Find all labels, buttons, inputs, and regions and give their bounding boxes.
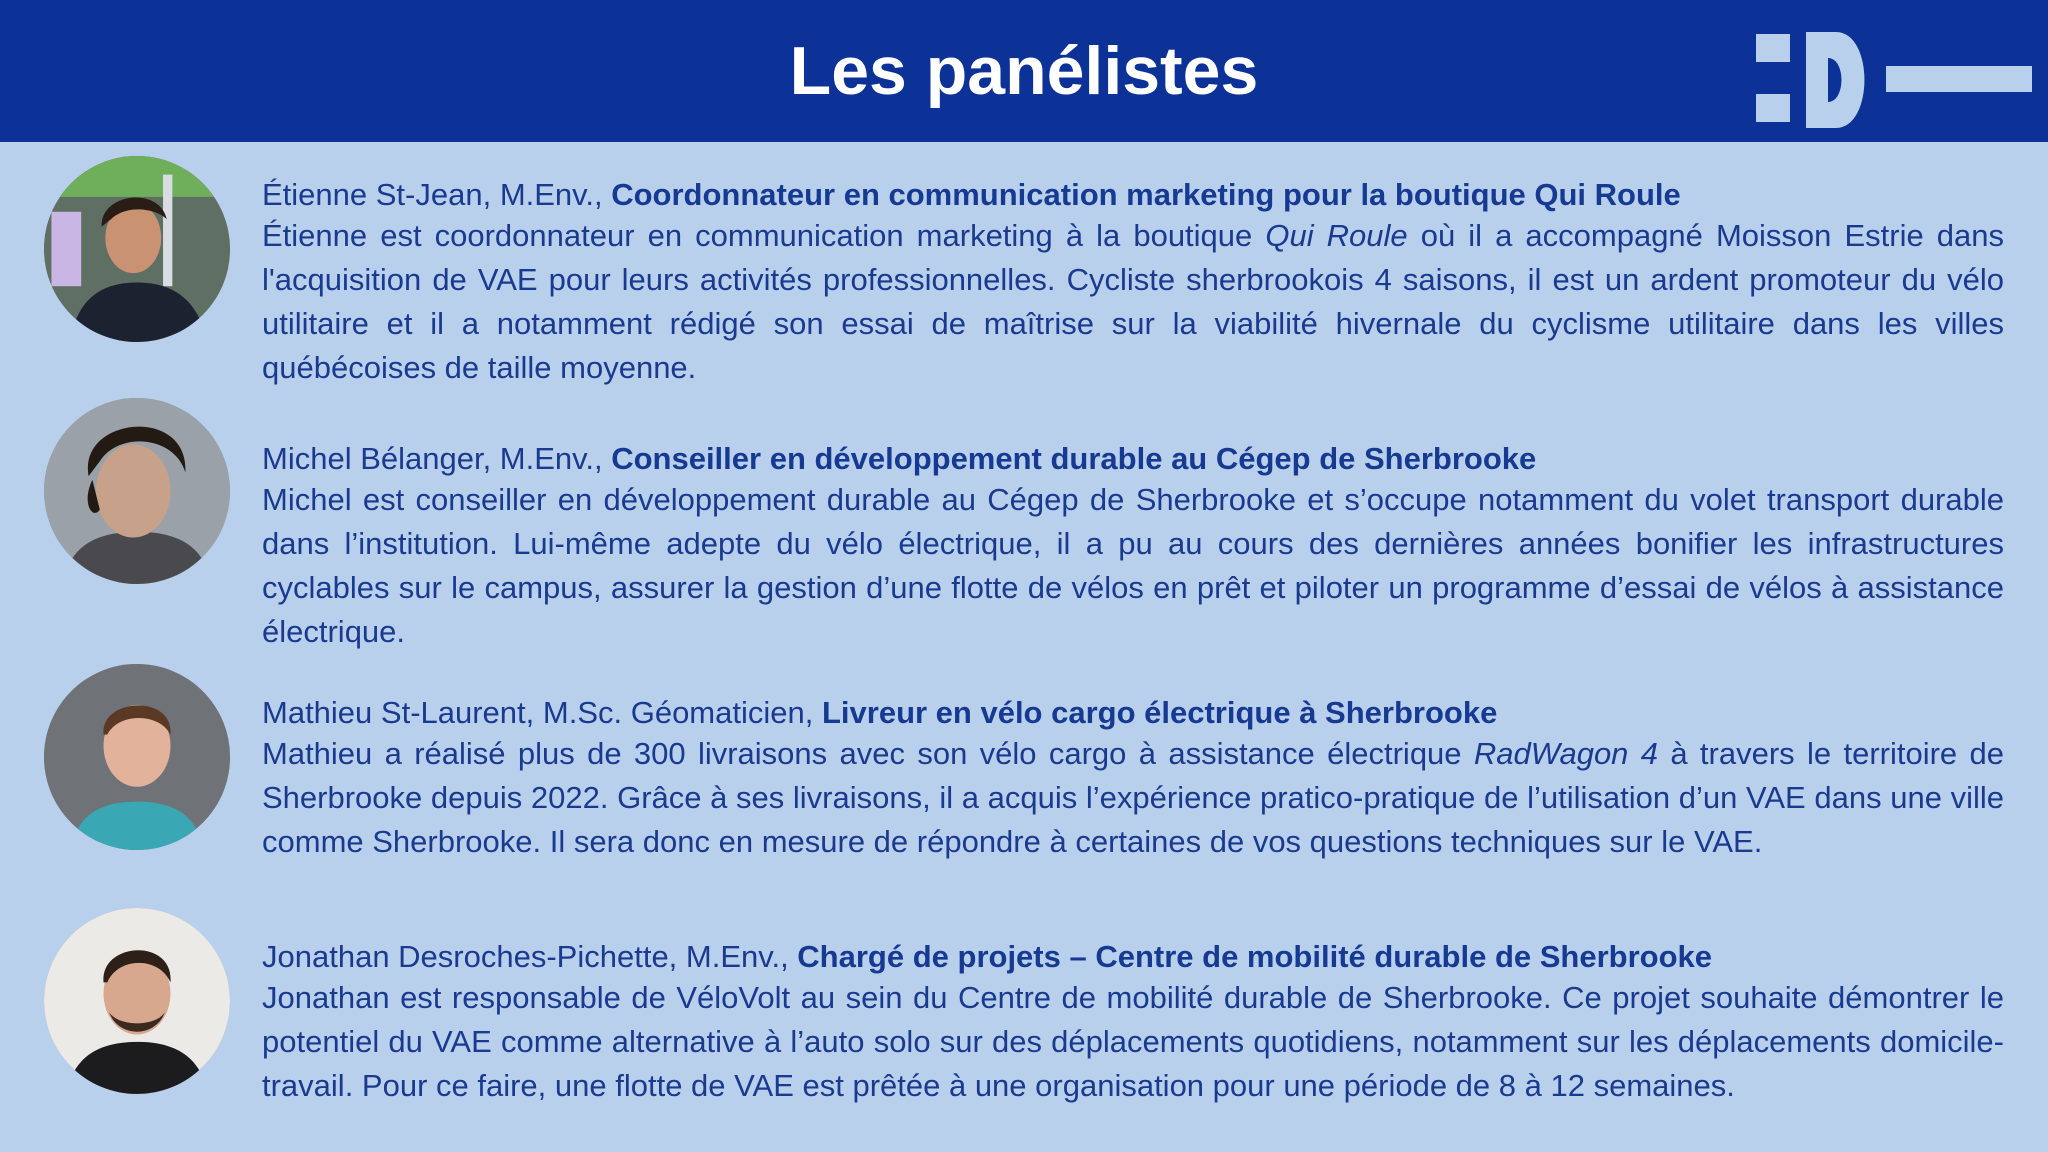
page-title: Les panélistes <box>789 33 1259 109</box>
header-bar <box>0 0 2048 142</box>
panelist-heading <box>262 938 2004 976</box>
panelist-heading <box>262 176 2004 214</box>
cmd-logo-icon <box>1756 28 2036 132</box>
bio-emphasis: Qui Roule <box>1265 218 1408 253</box>
portrait-photo-icon <box>44 156 230 342</box>
panelist-bio <box>262 478 2004 654</box>
avatar <box>44 664 230 850</box>
bio-text: Mathieu a réalisé plus de 300 livraisons avec son vélo cargo à assistance électrique <box>262 736 1474 771</box>
avatar <box>44 156 230 342</box>
bio-text: Étienne est coordonnateur en communication marketing à la boutique <box>262 218 1266 253</box>
panelist-role: Chargé de projets – Centre de mobilité durable de Sherbrooke <box>797 939 1713 974</box>
bio-text: Michel est conseiller en développement durable au Cégep de Sherbrooke et s’occupe notamment du volet transport durable dans l’institution. Lui-même adepte du vélo électrique, il a pu au cours des dernières années bonifier les infrastructures cyclables sur le campus, assurer la gestion d’une flotte de vélos en prêt et piloter un programme d’essai de vélos à assistance électrique. <box>262 482 2004 649</box>
panelist-bio <box>262 214 2004 390</box>
panelist-name: Mathieu St-Laurent, M.Sc. Géomaticien, <box>262 695 822 730</box>
panelist-bio <box>262 976 2004 1108</box>
portrait-photo-icon <box>44 908 230 1094</box>
panelist-heading <box>262 694 2004 732</box>
panelist-name: Étienne St-Jean, M.Env., <box>262 177 612 212</box>
panelist-role: Livreur en vélo cargo électrique à Sherbrooke <box>821 695 1498 730</box>
portrait-photo-icon <box>44 664 230 850</box>
avatar <box>44 908 230 1094</box>
panelist-bio <box>262 732 2004 864</box>
bio-text: où il a accompagné Moisson Estrie dans l'acquisition de VAE pour leurs activités professionnelles. Cycliste sherbrookois 4 saisons, il est un ardent promoteur du vélo utilitaire et il a notamment rédigé son essai de maîtrise sur la viabilité hivernale du cyclisme utilitaire dans les villes québécoises de taille moyenne. <box>262 218 2004 385</box>
panelist-name: Jonathan Desroches-Pichette, M.Env., <box>262 939 798 974</box>
panelist-name: Michel Bélanger, M.Env., <box>262 441 612 476</box>
panelist-role: Conseiller en développement durable au Cégep de Sherbrooke <box>611 441 1537 476</box>
portrait-photo-icon <box>44 398 230 584</box>
bio-emphasis: RadWagon 4 <box>1473 736 1659 771</box>
avatar <box>44 398 230 584</box>
bio-text: à travers le territoire de Sherbrooke depuis 2022. Grâce à ses livraisons, il a acquis l’expérience pratico-pratique de l’utilisation d’un VAE dans une ville comme Sherbrooke. Il sera donc en mesure de répondre à certaines de vos questions techniques sur le VAE. <box>262 736 2004 859</box>
panelist-role: Coordonnateur en communication marketing pour la boutique Qui Roule <box>611 177 1681 212</box>
bio-text: Jonathan est responsable de VéloVolt au sein du Centre de mobilité durable de Sherbrooke. Ce projet souhaite démontrer le potentiel du VAE comme alternative à l’auto solo sur des déplacements quotidiens, notamment sur les déplacements domicile-travail. Pour ce faire, une flotte de VAE est prêtée à une organisation pour une période de 8 à 12 semaines. <box>262 980 2004 1103</box>
panelist-heading <box>262 440 2004 478</box>
